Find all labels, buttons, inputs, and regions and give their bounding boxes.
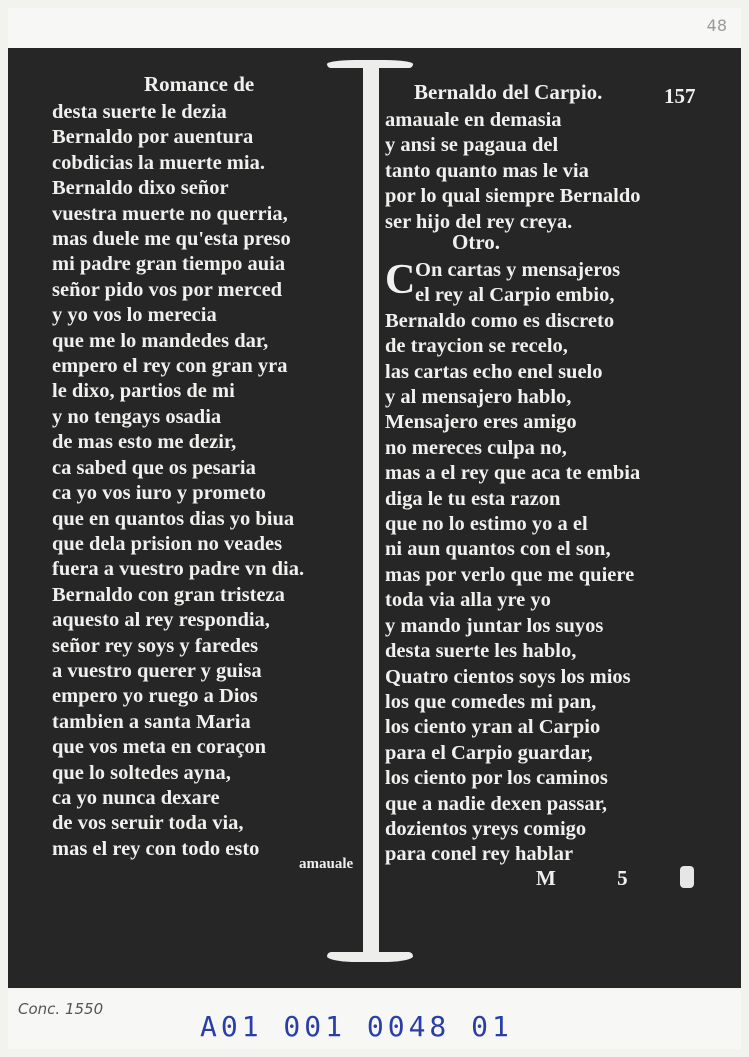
verse-line: ser hijo del rey creya. [385, 210, 573, 233]
verse-line: que no lo estimo yo a el [385, 513, 588, 536]
verse-line: que dela prision no veades [52, 532, 283, 555]
verse-line: y no tengays osadia [52, 405, 222, 428]
verse-line: tanto quanto mas le via [385, 159, 589, 182]
verse-line: el rey al Carpio embio, [415, 284, 615, 307]
verse-line: le dixo, partios de mi [52, 380, 235, 403]
verse-line: señor pido vos por merced [52, 278, 283, 301]
right-text-column-bottom [385, 258, 735, 868]
verse-line: tambien a santa Maria [52, 710, 251, 733]
verse-line: que lo soltedes ayna, [52, 761, 231, 784]
verse-line: cobdicias la muerte mia. [52, 151, 265, 174]
verse-line: desta suerte les hablo, [385, 640, 577, 663]
verse-line: ca yo vos iuro y prometo [52, 482, 266, 505]
verse-line: y mando juntar los suyos [385, 614, 604, 637]
running-head-left: Romance de [144, 72, 255, 96]
verse-line: no mereces culpa no, [385, 436, 567, 459]
verse-line: mas por verlo que me quiere [385, 563, 635, 586]
verse-line: que a nadie dexen passar, [385, 792, 607, 815]
verse-line: ca sabed que os pesaria [52, 456, 256, 479]
verse-line: Bernaldo con gran tristeza [52, 583, 285, 606]
verse-line: que me lo mandedes dar, [52, 329, 269, 352]
verse-line: ca yo nunca dexare [52, 786, 220, 809]
verse-line: que vos meta en coraçon [52, 736, 267, 759]
verse-line: empero el rey con gran yra [52, 355, 288, 378]
section-title: Otro. [452, 230, 501, 254]
left-text-column [52, 100, 352, 862]
verse-line: de traycion se recelo, [385, 335, 568, 358]
column-divider-ornament [361, 60, 381, 960]
verse-line: las cartas echo enel suelo [385, 360, 603, 383]
verse-line: diga le tu esta razon [385, 487, 561, 510]
right-text-column-top [385, 108, 735, 235]
verse-line: mas el rey con todo esto [52, 837, 260, 860]
verse-line: Quatro cientos soys los mios [385, 665, 631, 688]
running-head-right: Bernaldo del Carpio. [414, 80, 603, 104]
verse-line: On cartas y mensajeros [415, 259, 621, 281]
verse-line: Bernaldo como es discreto [385, 309, 615, 332]
printers-mark-icon [680, 866, 694, 888]
divider-bottom-cap [327, 952, 413, 962]
verse-line: vuestra muerte no querria, [52, 202, 288, 225]
folio-number: 157 [664, 84, 696, 108]
printer-signature: M 5 [536, 866, 656, 890]
verse-line: y al mensajero hablo, [385, 386, 572, 409]
verse-line: y ansi se pagaua del [385, 134, 559, 157]
verse-line: para conel rey hablar [385, 843, 574, 866]
verse-line: Bernaldo dixo señor [52, 177, 229, 200]
verse-line: por lo qual siempre Bernaldo [385, 185, 641, 208]
catchword: amauale [299, 856, 354, 872]
verse-line: y yo vos lo merecia [52, 304, 217, 327]
verse-line: que en quantos dias yo biua [52, 507, 295, 530]
verse-line: empero yo ruego a Dios [52, 685, 258, 708]
verse-line: desta suerte le dezia [52, 101, 227, 123]
verse-line: toda via alla yre yo [385, 589, 551, 612]
verse-line: aquesto al rey respondia, [52, 609, 270, 632]
top-margin [8, 8, 741, 48]
verse-line: ni aun quantos con el son, [385, 538, 611, 561]
verse-line: a vuestro querer y guisa [52, 659, 262, 682]
drop-cap: C [385, 257, 416, 303]
verse-line: de vos seruir toda via, [52, 812, 244, 835]
verse-line: de mas esto me dezir, [52, 431, 237, 454]
verse-line: mas duele me qu'esta preso [52, 228, 291, 251]
verse-line: para el Carpio guardar, [385, 741, 593, 764]
verse-line: dozientos yreys comigo [385, 817, 587, 840]
archive-identifier: A01 001 0048 01 [200, 1010, 513, 1043]
verse-line: amauale en demasia [385, 109, 562, 131]
verse-line: mas a el rey que aca te embia [385, 462, 641, 485]
verse-line: señor rey soys y faredes [52, 634, 259, 657]
verse-line: Bernaldo por auentura [52, 126, 254, 149]
verse-line: Mensajero eres amigo [385, 411, 577, 434]
handwritten-note: Conc. 1550 [18, 1000, 104, 1018]
verse-line: los que comedes mi pan, [385, 690, 597, 713]
verse-line: los ciento yran al Carpio [385, 716, 601, 739]
divider-shaft [363, 66, 379, 956]
verse-line: mi padre gran tiempo auia [52, 253, 286, 276]
verse-line: fuera a vuestro padre vn dia. [52, 558, 305, 581]
verse-line: los ciento por los caminos [385, 767, 608, 790]
pencil-page-number: 48 [706, 16, 727, 35]
